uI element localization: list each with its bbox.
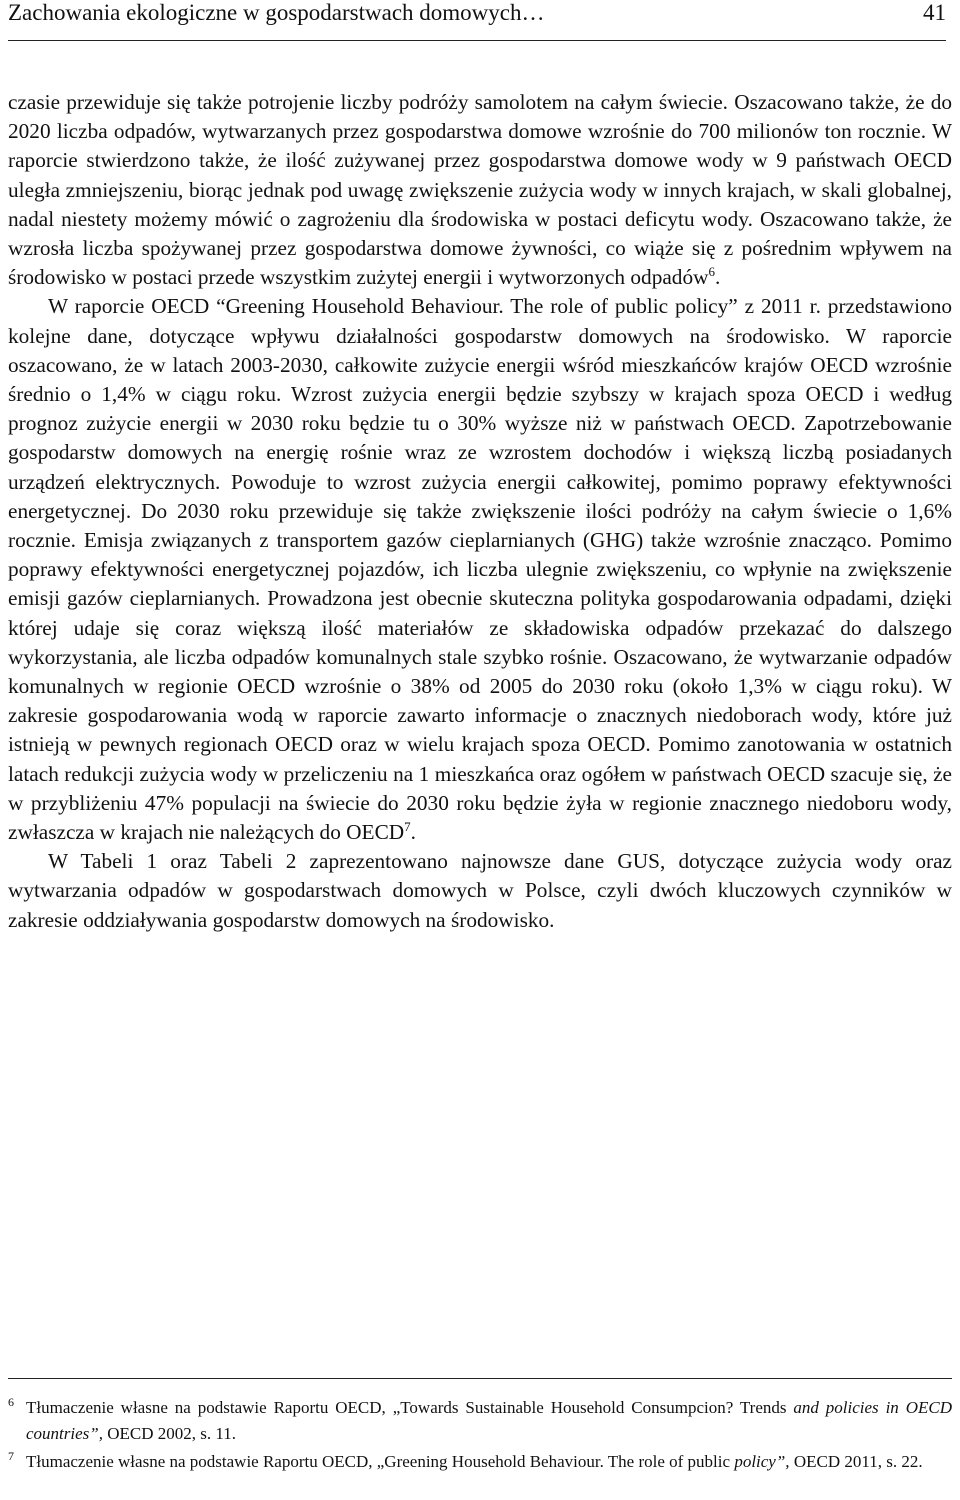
footnote-italic-title: policy”, (734, 1452, 790, 1471)
paragraph-1 (8, 88, 952, 292)
footnote-italic-title: and policies in OECD countries”, (26, 1398, 952, 1443)
footnote-ref-6[interactable]: 6 (708, 264, 715, 280)
footnote-ref-7[interactable]: 7 (404, 818, 411, 834)
paragraph-1-end: . (714, 265, 721, 290)
footnote-6 (8, 1395, 952, 1447)
paragraph-2 (8, 292, 952, 847)
footnote-7 (8, 1449, 952, 1475)
main-text (8, 88, 952, 935)
footnote-tail: OECD 2002, s. 11. (102, 1424, 236, 1443)
running-header (8, 0, 946, 41)
footnote-text: Tłumaczenie własne na podstawie Raportu OECD, „Towards Sustainable Household Consumpcion? Trends (26, 1398, 794, 1417)
footnote-number: 6 (8, 1395, 14, 1409)
page-number: 41 (923, 0, 946, 25)
paragraph-3: W Tabeli 1 oraz Tabeli 2 zaprezentowano najnowsze dane GUS, dotyczące zużycia wody oraz wytwarzania odpadów w gospodarstwach domowych w Polsce, czyli dwóch kluczowych czynników w zakresie oddziaływania gospodarstw domowych na środowisko. (8, 849, 952, 932)
footnote-number: 7 (8, 1449, 14, 1463)
paragraph-2-text: W raporcie OECD “Greening Household Behaviour. The role of public policy” z 2011 r. przedstawiono kolejne dane, dotyczące wpływu działalności gospodarstw domowych na środowisko. W raporcie oszacowano, że w latach 2003-2030, całkowite zużycie energii wśród mieszkańców krajów OECD wzrośnie średnio o 1,4% w ciągu roku. Wzrost zużycia energii będzie szybszy w krajach spoza OECD i według prognoz zużycie energii w 2030 roku będzie tu o 30% wyższe niż w państwach OECD. Zapotrzebowanie gospodarstw domowych na energię rośnie wraz ze wzrostem dochodów i większą liczbą posiadanych urządzeń elektrycznych. Powoduje to wzrost zużycia energii całkowitej, pomimo poprawy efektywności energetycznej. Do 2030 roku przewiduje się także zwiększenie ilości podróży na całym świecie o 1,6% rocznie. Emisja związanych z transportem gazów cieplarnianych (GHG) także wzrośnie znacząco. Pomimo poprawy efektywności energetycznej pojazdów, ich liczba ulegnie zwiększeniu, co wpłynie na zwiększenie emisji gazów cieplarnianych. Prowadzona jest obecnie skuteczna polityka gospodarowania odpadami, dzięki której udaje się coraz większą ilość materiałów ze składowiska odpadów przekazać do dalszego wykorzystania, ale liczba odpadów komunalnych stale szybko rośnie. Oszacowano, że wytwarzanie odpadów komunalnych w regionie OECD wzrośnie o 38% od 2005 do 2030 roku (około 1,3% w ciągu roku). W zakresie gospodarowania wodą w raporcie zawarto informacje o znacznych niedoborach wody, które już istnieją w pewnych regionach OECD oraz w wielu krajach spoza OECD. Pomimo zanotowania w ostatnich latach redukcji zużycia wody w przeliczeniu na 1 mieszkańca oraz ogółem w państwach OECD szacuje się, że w przybliżeniu 47% populacji na świecie do 2030 roku będzie żyła w regionie znacznego niedoboru wody, zwłaszcza w krajach nie należących do OECD (8, 294, 952, 845)
footnotes (8, 1378, 952, 1477)
footnote-tail: OECD 2011, s. 22. (789, 1452, 923, 1471)
paragraph-2-end: . (410, 820, 416, 845)
footnote-text: Tłumaczenie własne na podstawie Raportu OECD, „Greening Household Behaviour. The role of public (26, 1452, 735, 1471)
paragraph-1-text: czasie przewiduje się także potrojenie liczby podróży samolotem na całym świecie. Oszacowano także, że do 2020 liczba odpadów, wytwarzanych przez gospodarstwa domowe wzrośnie do 700 milionów ton rocznie. W raporcie stwierdzono także, że ilość zużywanej przez gospodarstwa domowe wody w 9 państwach OECD uległa zmniejszeniu, biorąc jednak pod uwagę zwiększenie zużycia wody w innych krajach, w skali globalnej, nadal niestety możemy mówić o zagrożeniu dla środowiska w postaci deficytu wody. Oszacowano także, że wzrosła liczba spożywanej przez gospodarstwa domowe żywności, co wiąże się z pośrednim wpływem na środowisko w postaci przede wszystkim zużytej energii i wytworzonych odpadów (8, 90, 952, 290)
running-title: Zachowania ekologiczne w gospodarstwach domowych… (8, 0, 545, 25)
